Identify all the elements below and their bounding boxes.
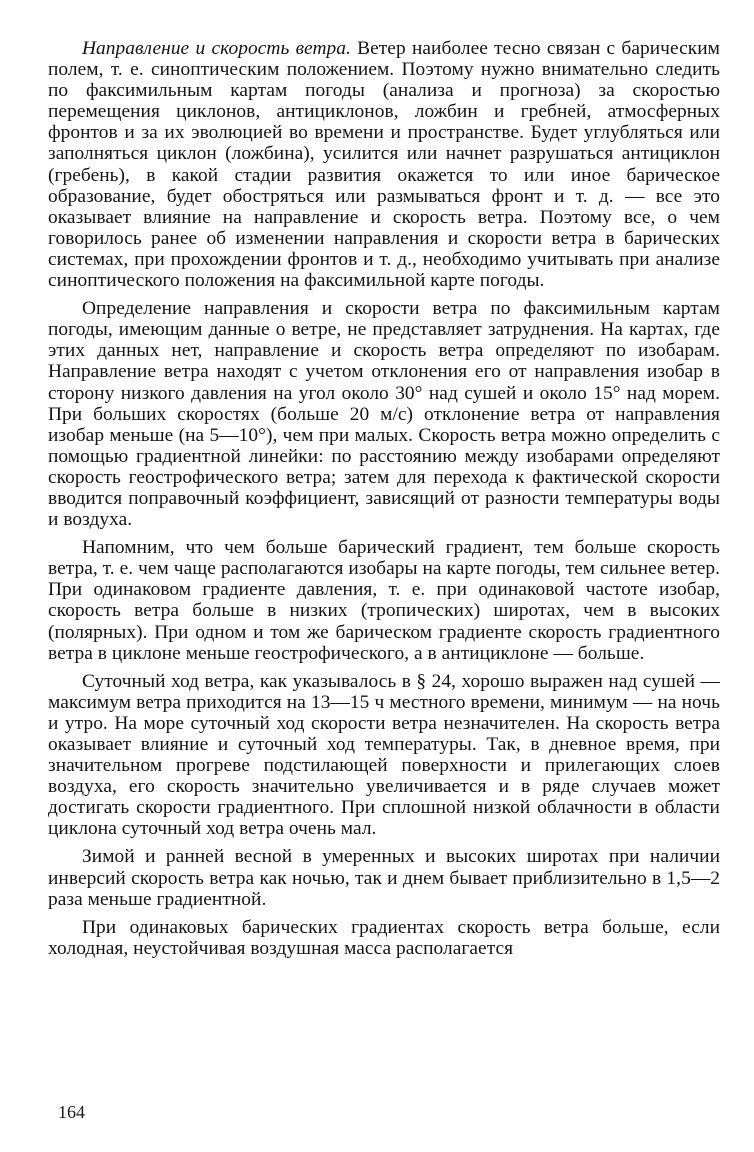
paragraph-daily-wind-cycle xyxy=(48,671,720,840)
paragraph-fax-map-determination xyxy=(48,298,720,530)
paragraph-winter-inversions xyxy=(48,846,720,909)
paragraph-text: При одинаковых барических градиентах скорость ветра больше, если холодная, неустойчивая воздушная масса располагается xyxy=(48,916,720,959)
paragraph-text: Зимой и ранней весной в умеренных и высоких широтах при наличии инверсий скорость ветра как ночью, так и днем бывает приблизительно в 1,5—2 раза меньше градиентной. xyxy=(48,846,720,910)
paragraph-text: Напомним, что чем больше барический градиент, тем больше скорость ветра, т. е. чем чаще располагаются изобары на карте погоды, тем сильнее ветер. При одинаковом градиенте давления, т. е. при одинаковой частоте изобар, скорость ветра больше в низких (тропических) широтах, чем в высоких (полярных). При одном и том же барическом градиенте скорость градиентного ветра в циклоне меньше геострофического, а в антициклоне — больше. xyxy=(48,537,720,664)
paragraph-text: Суточный ход ветра, как указывалось в § 24, хорошо выражен над сушей — максимум ветра приходится на 13—15 ч местного времени, минимум — на ночь и утро. На море суточный ход скорости ветра незначителен. На скорость ветра оказывает влияние и суточный ход температуры. Так, в дневное время, при значительном прогреве подстилающей поверхности и прилегающих слоев воздуха, его скорость значительно увеличивается и в ряде случаев может достигать скорости градиентного. При сплошной низкой облачности в области циклона суточный ход ветра очень мал. xyxy=(48,670,720,840)
paragraph-pressure-gradient xyxy=(48,537,720,664)
page-number: 164 xyxy=(58,1102,85,1122)
paragraph-text: Ветер наиболее тесно связан с барическим полем, т. е. синоптическим положением. Поэтому нужно внимательно следить по факсимильным картам погоды (анализа и прогноза) за скоростью перемещения циклонов, антициклонов, ложбин и гребней, атмосферных фронтов и за их эволюцией во времени и пространстве. Будет углубляться или заполняться циклон (ложбина), усилится или начнет разрушаться антициклон (гребень), в какой стадии развития окажется то или иное барическое образование, будет обостряться или размываться фронт и т. д. — все это оказывает влияние на направление и скорость ветра. Поэтому все, о чем говорилось ранее об изменении направления и скорости ветра в барических системах, при прохождении фронтов и т. д., необходимо учитывать при анализе синоптического положения на факсимильной карте погоды. xyxy=(48,38,720,292)
paragraph-lead-heading: Направление и скорость ветра. xyxy=(82,38,351,59)
paragraph-wind-direction-speed xyxy=(48,38,720,291)
paragraph-cold-air-mass xyxy=(48,917,720,959)
paragraph-text: Определение направления и скорости ветра по факсимильным картам погоды, имеющим данные о ветре, не представляет затруднения. На картах, где этих данных нет, направление и скорость ветра определяют по изобарам. Направление ветра находят с учетом отклонения его от направления изобар в сторону низкого давления на угол около 30° над сушей и около 15° над морем. При больших скоростях (больше 20 м/с) отклонение ветра от направления изобар меньше (на 5—10°), чем при малых. Скорость ветра можно определить с помощью градиентной линейки: по расстоянию между изобарами определяют скорость геострофического ветра; затем для перехода к фактической скорости вводится поправочный коэффициент, зависящий от разности температуры воды и воздуха. xyxy=(48,298,720,531)
page-body xyxy=(48,38,720,966)
